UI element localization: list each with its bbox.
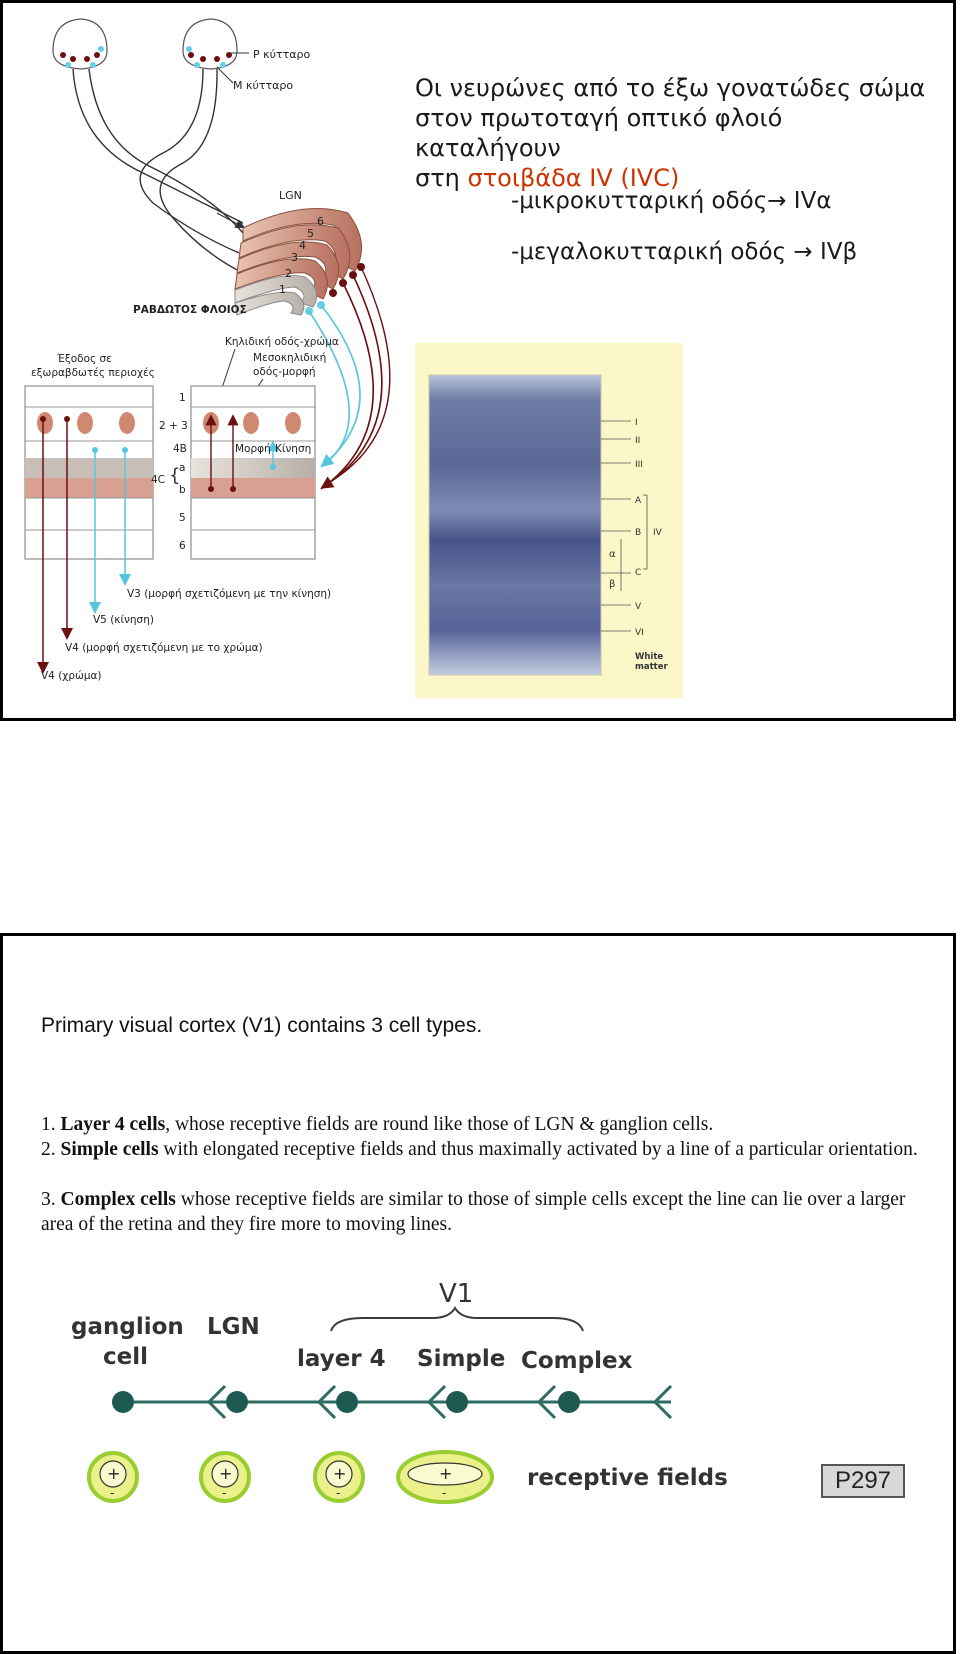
item-description: with elongated receptive fields and thus maximally activated by a line of a particular orientation. xyxy=(158,1139,918,1160)
histo-layer-v: V xyxy=(635,602,642,612)
exit-label-2: εξωραβδωτές περιοχές xyxy=(31,367,155,379)
cortex-layer-23: 2 + 3 xyxy=(159,420,188,432)
lgn-layer-6: 6 xyxy=(317,215,324,228)
complex-label: Complex xyxy=(521,1348,633,1374)
slide2-title: Primary visual cortex (V1) contains 3 cell types. xyxy=(41,1014,483,1037)
rf-simple xyxy=(398,1452,492,1502)
form-label: Μορφή xyxy=(235,443,271,455)
layer-iv-highlight: στοιβάδα IV (IVC) xyxy=(467,164,680,192)
item-term: Layer 4 cells xyxy=(60,1114,166,1135)
cortex-layer-4ca: a xyxy=(179,462,186,474)
motion-label: Κίνηση xyxy=(275,443,312,455)
item-description: , whose receptive fields are round like those of LGN & ganglion cells. xyxy=(165,1114,714,1135)
output-v5: V5 (κίνηση) xyxy=(93,614,154,626)
histo-layer-b: B xyxy=(635,528,642,538)
lgn-body xyxy=(235,208,362,315)
blob-path-label: Κηλιδική οδός-χρώμα xyxy=(225,336,339,348)
bullet-parvocellular-text: -μικροκυτταρική οδός xyxy=(511,188,768,214)
p-cell-label: P κύτταρο xyxy=(253,48,311,61)
output-v4-color: V4 (χρώμα) xyxy=(41,670,102,682)
retina-cell-right xyxy=(183,19,237,69)
rf-minus: - xyxy=(110,1486,115,1500)
histo-layer-vi: VI xyxy=(635,628,644,638)
bullet-magnocellular xyxy=(511,239,857,265)
cortex-layer-1: 1 xyxy=(179,392,186,404)
item-term: Complex cells xyxy=(60,1189,176,1210)
cortex-histology-image xyxy=(415,343,683,698)
item-number: 1. xyxy=(41,1114,61,1135)
histo-layer-alpha: α xyxy=(609,549,616,560)
rf-minus: - xyxy=(222,1486,227,1500)
lgn-layer-4: 4 xyxy=(299,239,306,252)
ganglion-label-1: ganglion xyxy=(71,1314,184,1340)
lgn-layer-1: 1 xyxy=(279,283,286,296)
receptive-field-diagram xyxy=(3,936,953,1651)
cortex-layer-4b: 4B xyxy=(173,443,187,455)
lgn-label: LGN xyxy=(279,189,302,202)
lgn-layer-3: 3 xyxy=(291,251,298,264)
rf-ganglion xyxy=(89,1453,137,1501)
striate-cortex-label: ΡΑΒΔΩΤΟΣ ΦΛΟΙΟΣ xyxy=(133,304,247,316)
cortex-column-right xyxy=(191,386,315,559)
histo-layer-c: C xyxy=(635,568,642,578)
m-cell-label: Μ κύτταρο xyxy=(233,79,294,92)
interblob-path-label-2: οδός-μορφή xyxy=(253,366,316,378)
rf-plus: + xyxy=(439,1464,453,1483)
exit-label-1: Έξοδος σε xyxy=(57,353,112,365)
white-matter-label-2: matter xyxy=(635,662,668,672)
rf-plus: + xyxy=(333,1464,347,1483)
lgn-cell-body xyxy=(226,1391,248,1413)
simple-label: Simple xyxy=(417,1346,506,1372)
heading-line-1: Οι νευρώνες από το έξω γονατώδες σώμα xyxy=(415,74,926,102)
cortex-layer-4cb: b xyxy=(179,484,186,496)
slide1-heading xyxy=(415,73,935,193)
white-matter-label-1: White xyxy=(635,652,664,662)
item-description: whose receptive fields are similar to those of simple cells except the line can lie over a larger area of the retina and they fire more to moving lines. xyxy=(41,1189,906,1235)
svg-text:{: { xyxy=(169,465,181,486)
output-v3: V3 (μορφή σχετιζόμενη με την κίνηση) xyxy=(127,588,332,600)
bullet-magnocellular-target: IVβ xyxy=(819,239,858,265)
ganglion-cell-body xyxy=(112,1391,134,1413)
item-number: 2. xyxy=(41,1139,61,1160)
retina-cell-left xyxy=(53,19,107,69)
slide-v1-cell-types xyxy=(0,933,956,1654)
histo-layer-a: A xyxy=(635,496,642,506)
heading-line-2: στον πρωτοταγή οπτικό φλοιό καταλήγουν xyxy=(415,104,783,162)
lgn-layer-5: 5 xyxy=(307,227,314,240)
interblob-path-label-1: Μεσοκηλιδική xyxy=(253,352,327,364)
arrow-right-icon: → xyxy=(793,239,820,265)
cortex-column-left xyxy=(25,386,153,671)
layer4-label: layer 4 xyxy=(297,1346,386,1372)
histo-layer-beta: β xyxy=(609,579,616,590)
v1-label: V1 xyxy=(439,1279,474,1309)
output-v4-form: V4 (μορφή σχετιζόμενη με το χρώμα) xyxy=(65,642,263,654)
item-number: 3. xyxy=(41,1189,61,1210)
histo-layer-iii: III xyxy=(635,460,643,470)
histo-layer-iv: IV xyxy=(653,528,662,538)
page-reference-badge: P297 xyxy=(821,1464,905,1498)
rf-minus: - xyxy=(442,1486,447,1500)
rf-plus: + xyxy=(107,1464,121,1483)
lgn-layer-2: 2 xyxy=(285,267,292,280)
slide-lgn-pathways xyxy=(0,0,956,721)
cortex-layer-5: 5 xyxy=(179,512,186,524)
rf-lgn xyxy=(201,1453,249,1501)
arrow-right-icon: → xyxy=(767,188,794,214)
complex-cell-body xyxy=(558,1391,580,1413)
simple-cell-body xyxy=(446,1391,468,1413)
receptive-fields-label: receptive fields xyxy=(527,1465,728,1491)
rf-layer4 xyxy=(315,1453,363,1501)
rf-minus: - xyxy=(336,1486,341,1500)
rf-plus: + xyxy=(219,1464,233,1483)
layer4-cell-body xyxy=(336,1391,358,1413)
histo-layer-i: I xyxy=(635,418,638,428)
histo-layer-ii: II xyxy=(635,436,641,446)
cortex-layer-6: 6 xyxy=(179,540,186,552)
bullet-parvocellular-target: IVα xyxy=(793,188,832,214)
bullet-parvocellular xyxy=(511,188,831,214)
lgn-stage-label: LGN xyxy=(207,1314,260,1340)
item-term: Simple cells xyxy=(60,1139,159,1160)
ganglion-label-2: cell xyxy=(103,1344,149,1370)
heading-line-3-prefix: στη xyxy=(415,164,468,192)
bullet-magnocellular-text: -μεγαλοκυτταρική οδός xyxy=(511,239,794,265)
cortex-layer-4c: 4C xyxy=(151,474,166,486)
